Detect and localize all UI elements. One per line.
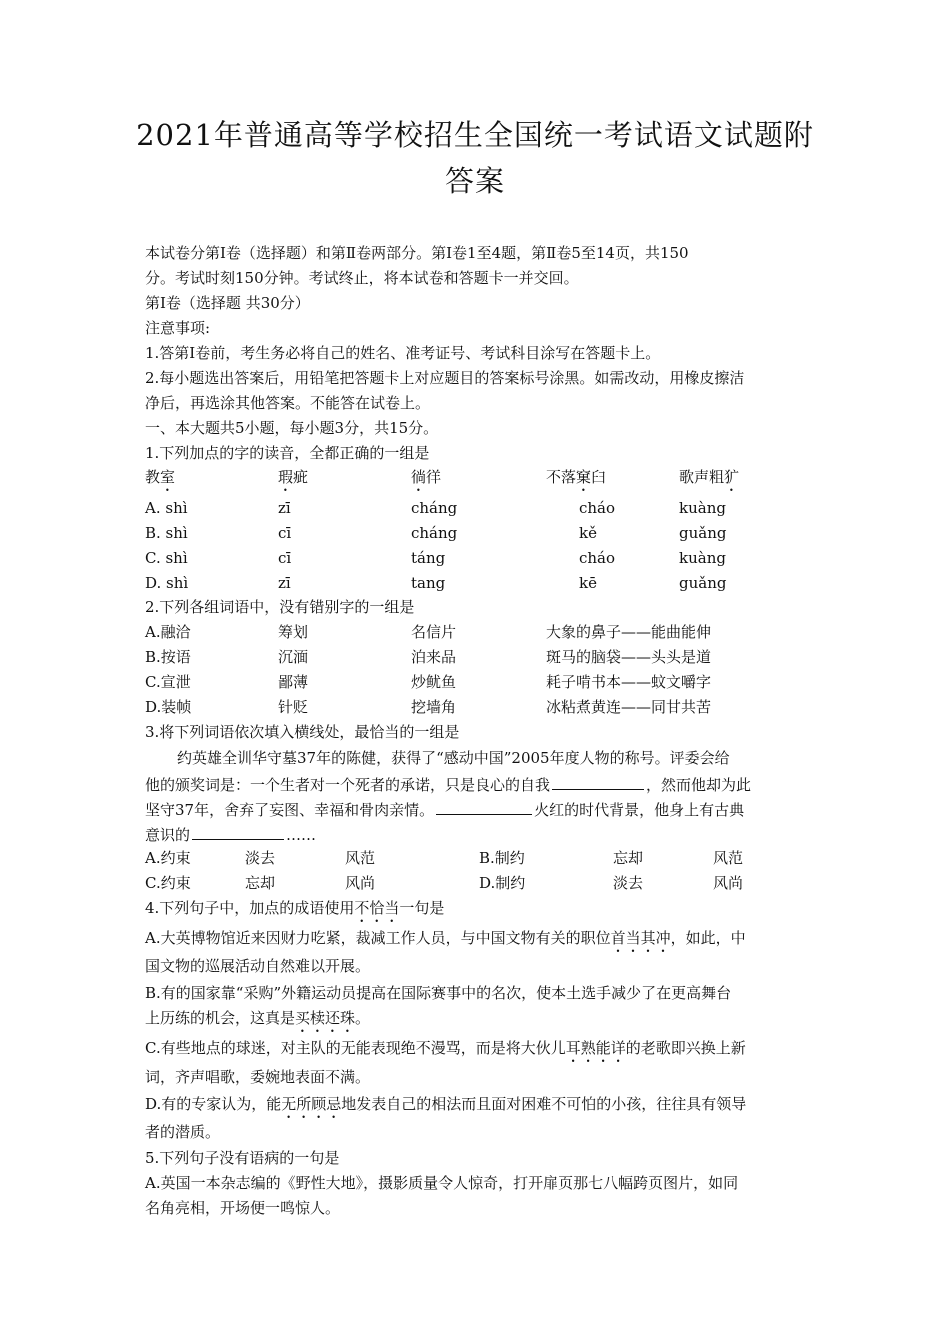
option-word: C.约束 xyxy=(145,874,191,892)
intro-text: 分。考试时刻150分钟。考试终止，将本试卷和答题卡一并交回。 xyxy=(145,269,579,287)
question-stem: 1.下列加点的字的读音，全都正确的一组是 xyxy=(145,444,430,462)
option-pinyin: kuàng xyxy=(679,499,726,517)
option-word: 筹划 xyxy=(278,623,309,641)
option-word: B.制约 xyxy=(479,849,525,867)
option-pinyin: cī xyxy=(278,549,292,567)
option-sentence: C.有些地点的球迷，对主队的无能表现绝不漫骂，而是将大伙儿耳熟能详的老歌即兴换上新 xyxy=(145,1039,746,1057)
option-pinyin: kē xyxy=(579,574,597,592)
option-sentence: A.大英博物馆近来因财力吃紧，裁减工作人员，与中国文物有关的职位首当其冲，如此，中 xyxy=(145,929,746,947)
option-sentence: 上历练的机会，这真是买椟还珠。 xyxy=(145,1009,371,1027)
option-sentence: 名角亮相，开场便一鸣惊人。 xyxy=(145,1199,341,1217)
option-word: 冰粘煮黄连——同甘共苦 xyxy=(546,698,712,716)
option-pinyin: C. shì xyxy=(145,549,188,567)
notice-item: 1.答第Ⅰ卷前，考生务必将自己的姓名、准考证号、考试科目涂写在答题卡上。 xyxy=(145,344,661,362)
option-sentence: 词，齐声唱歌，委婉地表面不满。 xyxy=(145,1068,371,1086)
notice-item: 2.每小题选出答案后，用铅笔把答题卡上对应题目的答案标号涂黑。如需改动，用橡皮擦洁 xyxy=(145,369,745,387)
option-word: 挖墙角 xyxy=(411,698,457,716)
option-word: 鄙薄 xyxy=(278,673,309,691)
option-sentence: D.有的专家认为，能无所顾忌地发表自己的相法而且面对困难不可怕的小孩，往往具有领导 xyxy=(145,1095,747,1113)
section-heading: 第Ⅰ卷（选择题 共30分） xyxy=(145,294,310,312)
option-pinyin: kuàng xyxy=(679,549,726,567)
option-word: 斑马的脑袋——头头是道 xyxy=(546,648,712,666)
option-pinyin: cháng xyxy=(411,499,458,517)
word-item: 教室 xyxy=(145,468,176,486)
option-pinyin: zī xyxy=(278,574,291,592)
option-sentence: B.有的国家靠“采购”外籍运动员提高在国际赛事中的名次，使本土选手减少了在更高舞台 xyxy=(145,984,732,1002)
option-sentence: 国文物的巡展活动自然难以开展。 xyxy=(145,957,371,975)
option-pinyin: cháo xyxy=(579,499,616,517)
passage-text: 他的颁奖词是：一个生者对一个死者的承诺，只是良心的自我 ，然而他却为此 xyxy=(145,773,751,795)
option-word: 风范 xyxy=(345,849,376,867)
fill-blank-3 xyxy=(192,823,284,840)
option-word: D.制约 xyxy=(479,874,526,892)
option-word: 大象的鼻子——能曲能伸 xyxy=(546,623,712,641)
option-word: 沉湎 xyxy=(278,648,309,666)
option-word: 淡去 xyxy=(245,849,276,867)
option-pinyin: B. shì xyxy=(145,524,188,542)
option-word: 风范 xyxy=(713,849,744,867)
option-word: 风尚 xyxy=(713,874,744,892)
passage-text: 约英雄全训华守墓37年的陈健，获得了“感动中国”2005年度人物的称号。评委会给 xyxy=(177,749,730,767)
option-pinyin: A. shì xyxy=(145,499,188,517)
document-title-line2: 答案 xyxy=(444,164,505,198)
notice-item: 净后，再选涂其他答案。不能答在试卷上。 xyxy=(145,394,431,412)
option-word: 忘却 xyxy=(613,849,644,867)
passage-text: 意识的 …… xyxy=(145,823,316,845)
option-sentence: 者的潜质。 xyxy=(145,1123,221,1141)
word-item: 瑕疵 xyxy=(278,468,309,486)
option-pinyin: kě xyxy=(579,524,597,542)
option-word: A.融洽 xyxy=(145,623,191,641)
option-word: 淡去 xyxy=(613,874,644,892)
option-pinyin: cháo xyxy=(579,549,616,567)
option-word: 泊来品 xyxy=(411,648,457,666)
option-word: A.约束 xyxy=(145,849,191,867)
option-word: C.宣泄 xyxy=(145,673,191,691)
word-item: 徜徉 xyxy=(411,468,442,486)
option-word: 耗子啃书本——蚊文嚼字 xyxy=(546,673,712,691)
part-heading: 一、本大题共5小题，每小题3分，共15分。 xyxy=(145,419,439,437)
option-pinyin: zī xyxy=(278,499,291,517)
option-word: B.按语 xyxy=(145,648,191,666)
fill-blank-2 xyxy=(436,798,532,815)
option-pinyin: guǎng xyxy=(679,574,727,592)
question-stem: 4.下列句子中，加点的成语使用不恰当一句是 xyxy=(145,899,445,917)
option-word: D.装帧 xyxy=(145,698,192,716)
passage-text: 坚守37年，舍弃了妄图、幸福和骨肉亲情。 火红的时代背景，他身上有古典 xyxy=(145,798,744,820)
option-pinyin: cháng xyxy=(411,524,458,542)
option-sentence: A.英国一本杂志编的《野性大地》，摄影质量令人惊奇，打开扉页那七八幅跨页图片，如同 xyxy=(145,1174,739,1192)
question-stem: 2.下列各组词语中，没有错别字的一组是 xyxy=(145,598,415,616)
document-title-line1: 2021年普通高等学校招生全国统一考试语文试题附 xyxy=(136,118,814,152)
option-word: 风尚 xyxy=(345,874,376,892)
word-item: 不落窠臼 xyxy=(546,468,607,486)
fill-blank-1 xyxy=(552,773,644,790)
intro-text: 本试卷分第Ⅰ卷（选择题）和第Ⅱ卷两部分。第Ⅰ卷1至4题，第Ⅱ卷5至14页，共150 xyxy=(145,244,689,262)
option-pinyin: tang xyxy=(411,574,446,592)
notice-heading: 注意事项: xyxy=(145,319,211,337)
option-pinyin: guǎng xyxy=(679,524,727,542)
option-pinyin: cī xyxy=(278,524,292,542)
question-stem: 3.将下列词语依次填入横线处，最恰当的一组是 xyxy=(145,723,460,741)
question-stem: 5.下列句子没有语病的一句是 xyxy=(145,1149,340,1167)
option-pinyin: táng xyxy=(411,549,446,567)
option-word: 炒鱿鱼 xyxy=(411,673,457,691)
option-word: 名信片 xyxy=(411,623,457,641)
option-pinyin: D. shì xyxy=(145,574,189,592)
option-word: 忘却 xyxy=(245,874,276,892)
word-item: 歌声粗犷 xyxy=(679,468,740,486)
option-word: 针贬 xyxy=(278,698,309,716)
